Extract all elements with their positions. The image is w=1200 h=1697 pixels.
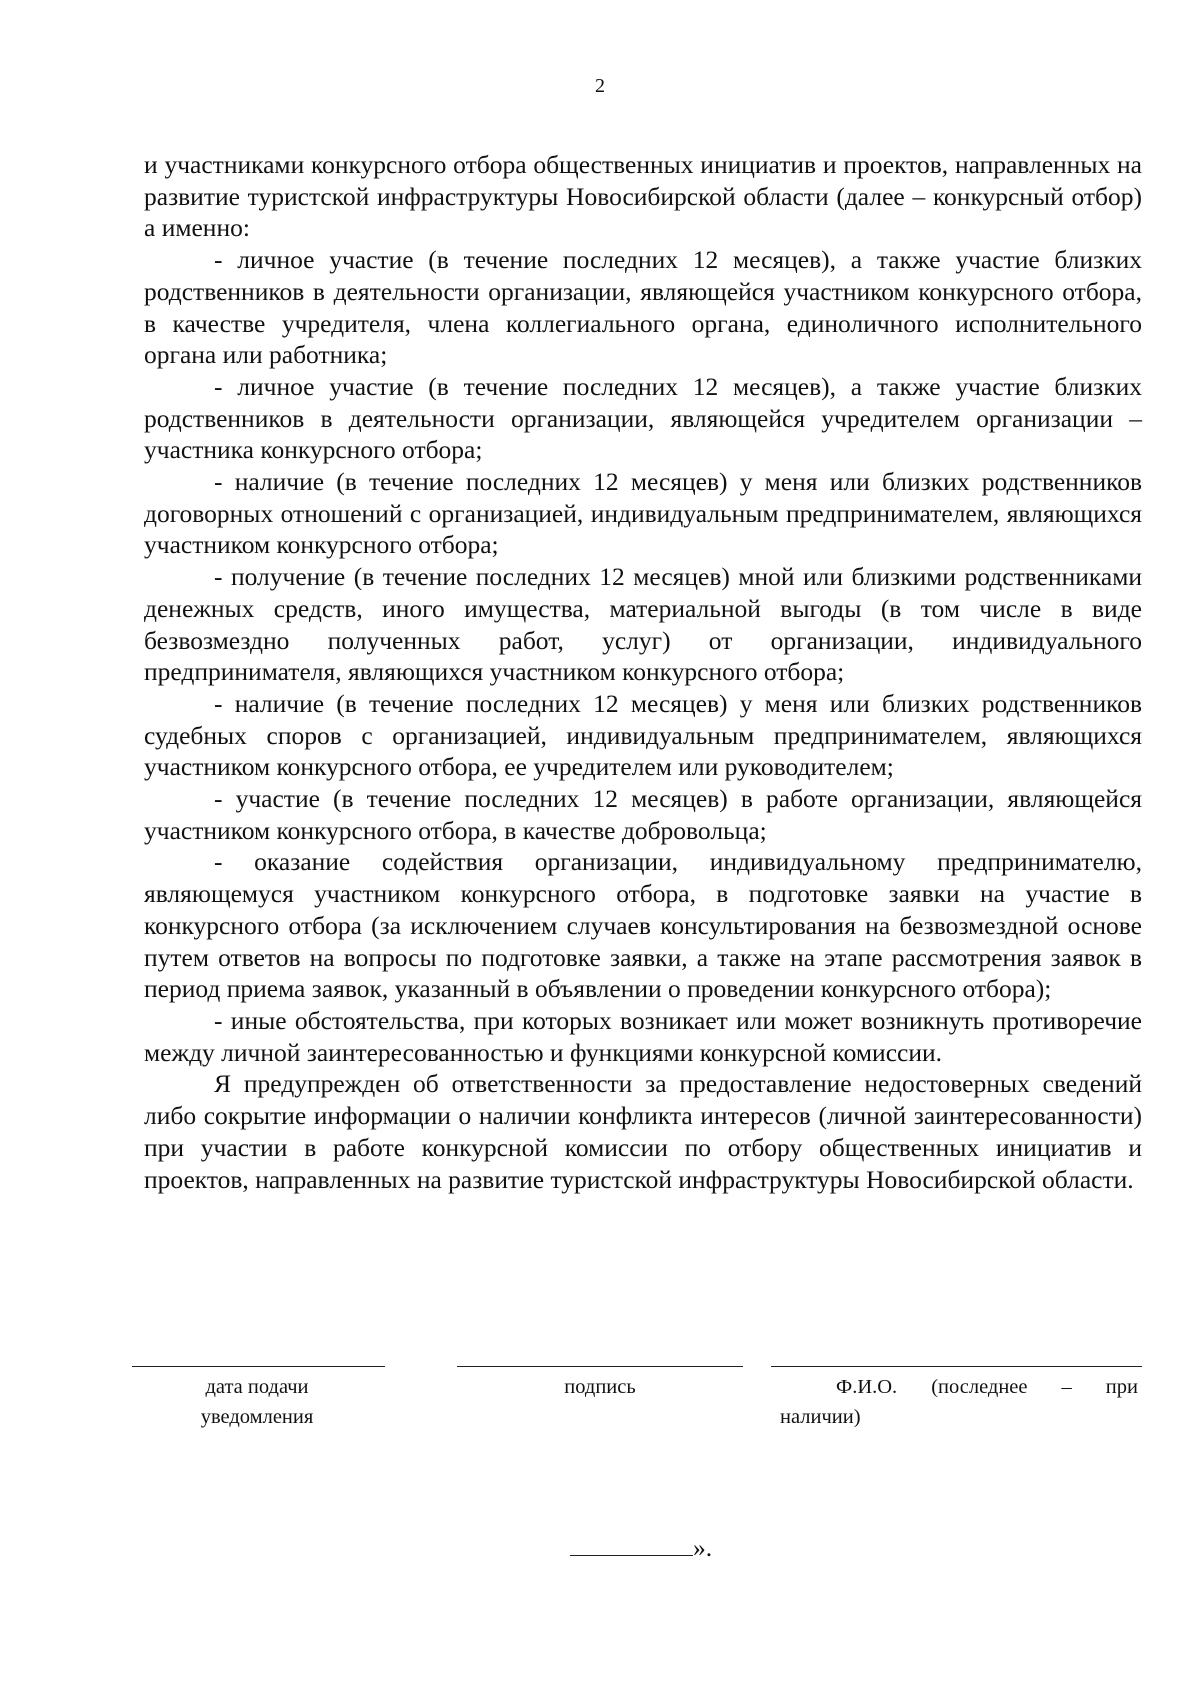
list-item: - участие (в течение последних 12 месяцев) в работе организации, являющейся участником конкурсного отбора, в качестве добровольца; [144, 784, 1142, 845]
date-caption-line1: дата подачи [205, 1376, 309, 1398]
list-item: - наличие (в течение последних 12 месяцев) у меня или близких родственников судебных споров с организацией, индивидуальным предпринимателем, являющихся участником конкурсного отбора, ее учредителем или руководителем; [144, 688, 1142, 782]
date-caption-line2: уведомления [200, 1406, 314, 1428]
list-item: - оказание содействия организации, индивидуальному предпринимателю, являющемуся участником конкурсного отбора, в подготовке заявки на участие в конкурсного отбора (за исключением случаев консультирования на безвозмездной основе путем ответов на вопросы по подготовке заявки, а также на этапе рассмотрения заявок в период приема заявок, указанный в объявлении о проведении конкурсного отбора); [144, 847, 1142, 1004]
fio-caption-part: (последнее [931, 1376, 1028, 1398]
list-item: - иные обстоятельства, при которых возникает или может возникнуть противоречие между личной заинтересованностью и функциями конкурсной комиссии. [144, 1005, 1142, 1067]
fio-caption-part: Ф.И.О. [836, 1376, 898, 1398]
page-number: 2 [595, 75, 605, 97]
closing-quote-mark: ». [693, 1533, 713, 1562]
fio-caption-part: – [1061, 1376, 1072, 1398]
sign-caption: подпись [564, 1376, 636, 1398]
sign-signature-line [457, 1366, 743, 1367]
fio-caption-line2: наличии) [780, 1406, 861, 1428]
fio-signature-line [771, 1366, 1142, 1367]
list-item: - получение (в течение последних 12 месяцев) мной или близкими родственниками денежных средств, иного имущества, материальной выгоды (в том числе в виде безвозмездно полученных работ, услуг) от организации, индивидуального предпринимателя, являющихся участником конкурсного отбора; [144, 562, 1142, 687]
fio-caption [780, 1372, 1138, 1432]
fio-caption-line1 [780, 1372, 1138, 1402]
closing-blank-line [570, 1531, 693, 1556]
list-item: - личное участие (в течение последних 12 месяцев), а также участие близких родственников в деятельности организации, являющейся участником конкурсного отбора, в качестве учредителя, члена коллегиального органа, единоличного исполнительного органа или работника; [144, 245, 1142, 370]
fio-caption-part: при [1105, 1376, 1138, 1398]
date-signature-line [132, 1366, 385, 1367]
document-body [144, 149, 1142, 1195]
warning-paragraph: Я предупрежден об ответственности за предоставление недостоверных сведений либо сокрытие информации о наличии конфликта интересов (личной заинтересованности) при участии в работе конкурсной комиссии по отбору общественных инициатив и проектов, направленных на развитие туристской инфраструктуры Новосибирской области. [144, 1069, 1142, 1194]
paragraph-intro: и участниками конкурсного отбора общественных инициатив и проектов, направленных на развитие туристской инфраструктуры Новосибирской области (далее – конкурсный отбор) а именно: [144, 150, 1142, 243]
list-item: - наличие (в течение последних 12 месяцев) у меня или близких родственников договорных отношений с организацией, индивидуальным предпринимателем, являющихся участником конкурсного отбора; [144, 467, 1142, 560]
closing-line [570, 1531, 712, 1564]
list-item: - личное участие (в течение последних 12 месяцев), а также участие близких родственников в деятельности организации, являющейся учредителем организации – участника конкурсного отбора; [144, 371, 1142, 465]
date-caption [132, 1372, 382, 1432]
